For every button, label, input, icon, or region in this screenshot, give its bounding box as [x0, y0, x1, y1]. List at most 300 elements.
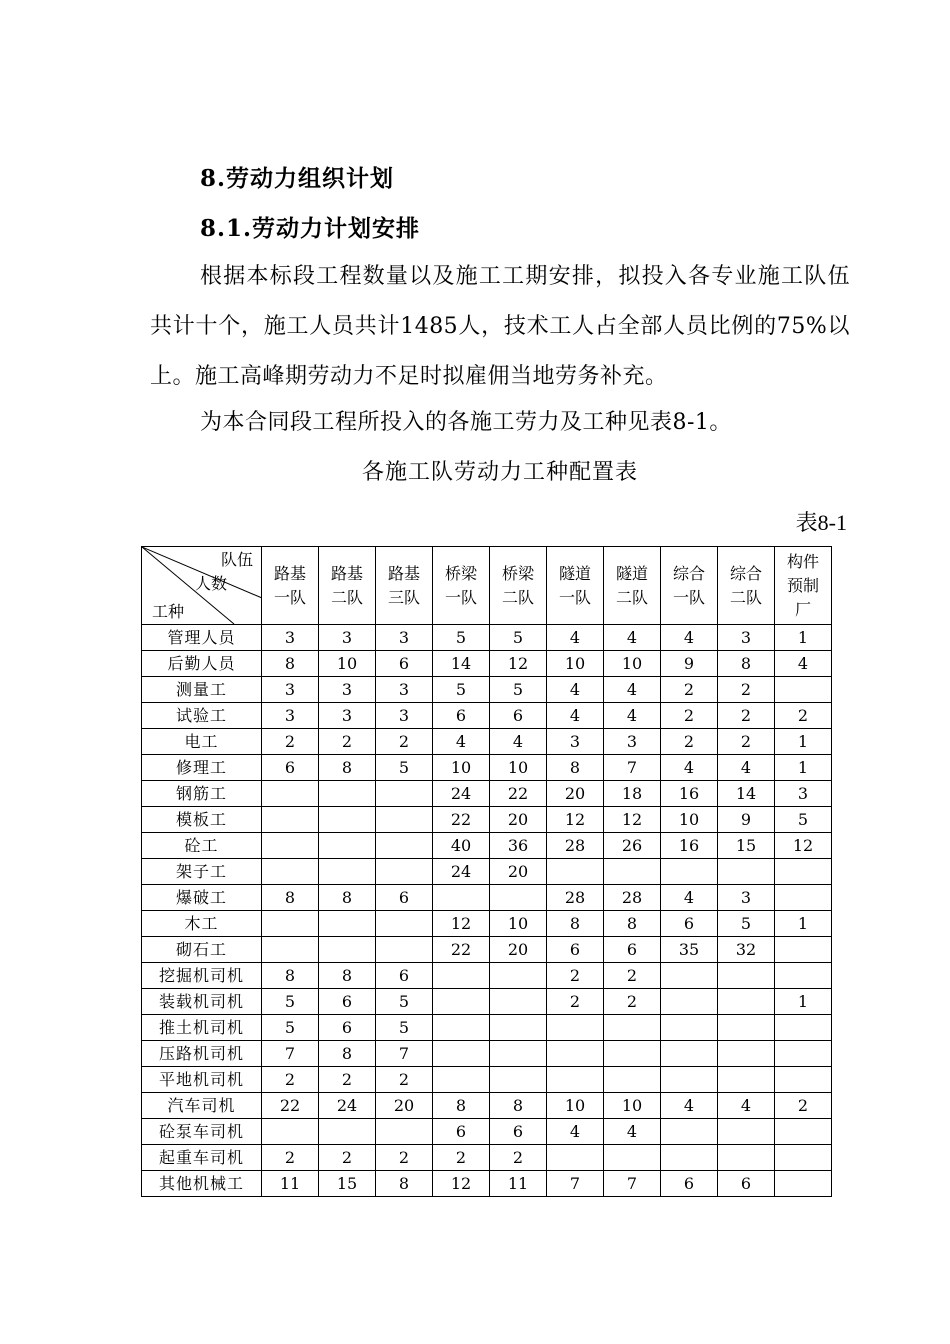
- column-header-line: 路基: [273, 563, 306, 583]
- count-cell: [718, 1041, 775, 1067]
- count-cell: 4: [433, 729, 490, 755]
- table-row: [142, 859, 832, 885]
- count-cell: 20: [376, 1093, 433, 1119]
- count-cell: 22: [262, 1093, 319, 1119]
- count-cell: 2: [718, 729, 775, 755]
- count-cell: 6: [319, 989, 376, 1015]
- count-cell: [775, 1145, 832, 1171]
- count-cell: [718, 859, 775, 885]
- column-header-line: 隧道: [615, 563, 648, 583]
- count-cell: 2: [775, 703, 832, 729]
- count-cell: 3: [718, 885, 775, 911]
- count-cell: 3: [319, 703, 376, 729]
- column-header-line: 预制: [786, 575, 819, 595]
- count-cell: [661, 989, 718, 1015]
- column-header-line: 综合: [729, 563, 762, 583]
- count-cell: 6: [376, 885, 433, 911]
- count-cell: [262, 833, 319, 859]
- count-cell: [718, 989, 775, 1015]
- count-cell: 2: [661, 677, 718, 703]
- trade-cell: 后勤人员: [142, 651, 262, 677]
- trade-cell: 木工: [142, 911, 262, 937]
- count-cell: 8: [262, 885, 319, 911]
- column-header-line: 路基: [330, 563, 363, 583]
- count-cell: 2: [376, 1145, 433, 1171]
- count-cell: 5: [376, 989, 433, 1015]
- count-cell: [661, 1145, 718, 1171]
- count-cell: [775, 963, 832, 989]
- count-cell: 5: [262, 989, 319, 1015]
- column-header-line: 隧道: [558, 563, 591, 583]
- count-cell: [718, 963, 775, 989]
- count-cell: 3: [376, 677, 433, 703]
- column-header-line: 构件: [786, 551, 819, 571]
- count-cell: 20: [490, 807, 547, 833]
- count-cell: 4: [490, 729, 547, 755]
- table-row: [142, 625, 832, 651]
- count-cell: [604, 1145, 661, 1171]
- count-cell: [604, 859, 661, 885]
- count-cell: 4: [661, 755, 718, 781]
- count-cell: 1: [775, 989, 832, 1015]
- column-header-line: 一队: [672, 587, 705, 607]
- count-cell: 8: [718, 651, 775, 677]
- table-row: [142, 1119, 832, 1145]
- count-cell: 2: [319, 1145, 376, 1171]
- count-cell: [661, 1067, 718, 1093]
- table-row: [142, 911, 832, 937]
- trade-cell: 测量工: [142, 677, 262, 703]
- count-cell: 7: [547, 1171, 604, 1197]
- count-cell: 8: [604, 911, 661, 937]
- count-cell: [547, 1015, 604, 1041]
- trade-cell: 砼工: [142, 833, 262, 859]
- count-cell: [775, 677, 832, 703]
- count-cell: 2: [262, 729, 319, 755]
- count-cell: 10: [604, 1093, 661, 1119]
- count-cell: [718, 1145, 775, 1171]
- column-header: [490, 547, 547, 625]
- count-cell: [604, 1041, 661, 1067]
- column-header-line: 一队: [444, 587, 477, 607]
- count-cell: 18: [604, 781, 661, 807]
- count-cell: [262, 807, 319, 833]
- count-cell: [661, 1119, 718, 1145]
- count-cell: 4: [547, 625, 604, 651]
- count-cell: [262, 911, 319, 937]
- count-cell: 2: [718, 677, 775, 703]
- count-cell: [661, 1015, 718, 1041]
- count-cell: 12: [604, 807, 661, 833]
- trade-cell: 爆破工: [142, 885, 262, 911]
- trade-cell: 管理人员: [142, 625, 262, 651]
- trade-cell: 装载机司机: [142, 989, 262, 1015]
- count-cell: 3: [319, 677, 376, 703]
- column-header: [262, 547, 319, 625]
- count-cell: [547, 1041, 604, 1067]
- table-row: [142, 833, 832, 859]
- count-cell: [661, 859, 718, 885]
- count-cell: 20: [490, 937, 547, 963]
- column-header: [775, 547, 832, 625]
- count-cell: 3: [376, 703, 433, 729]
- count-cell: 6: [262, 755, 319, 781]
- section-heading: 8.劳动力组织计划: [200, 165, 395, 192]
- count-cell: 7: [376, 1041, 433, 1067]
- count-cell: 12: [433, 911, 490, 937]
- count-cell: 6: [376, 651, 433, 677]
- count-cell: 22: [490, 781, 547, 807]
- table-row: [142, 963, 832, 989]
- count-cell: 3: [319, 625, 376, 651]
- count-cell: 10: [490, 755, 547, 781]
- trade-cell: 压路机司机: [142, 1041, 262, 1067]
- table-row: [142, 703, 832, 729]
- count-cell: 24: [433, 859, 490, 885]
- count-cell: [433, 885, 490, 911]
- count-cell: 4: [604, 625, 661, 651]
- count-cell: 9: [661, 651, 718, 677]
- count-cell: 3: [718, 625, 775, 651]
- count-cell: [718, 1119, 775, 1145]
- count-cell: [433, 989, 490, 1015]
- count-cell: 14: [718, 781, 775, 807]
- count-cell: 14: [433, 651, 490, 677]
- count-cell: 12: [775, 833, 832, 859]
- count-cell: 10: [661, 807, 718, 833]
- count-cell: [319, 807, 376, 833]
- trade-cell: 挖掘机司机: [142, 963, 262, 989]
- count-cell: 5: [718, 911, 775, 937]
- count-cell: 10: [433, 755, 490, 781]
- column-header-line: 三队: [387, 587, 420, 607]
- count-cell: [262, 859, 319, 885]
- count-cell: 6: [661, 911, 718, 937]
- count-cell: 2: [319, 729, 376, 755]
- table-row: [142, 885, 832, 911]
- count-cell: 8: [319, 755, 376, 781]
- corner-header-cell: [142, 547, 262, 625]
- count-cell: 12: [433, 1171, 490, 1197]
- count-cell: 8: [433, 1093, 490, 1119]
- table-number: 表8-1: [795, 510, 847, 535]
- trade-cell: 平地机司机: [142, 1067, 262, 1093]
- count-cell: 3: [376, 625, 433, 651]
- trade-cell: 起重车司机: [142, 1145, 262, 1171]
- count-cell: 4: [604, 677, 661, 703]
- column-header: [433, 547, 490, 625]
- count-cell: 4: [775, 651, 832, 677]
- table-row: [142, 1015, 832, 1041]
- count-cell: [433, 1067, 490, 1093]
- count-cell: 26: [604, 833, 661, 859]
- column-header-line: 桥梁: [501, 563, 534, 583]
- count-cell: [775, 1015, 832, 1041]
- count-cell: 22: [433, 807, 490, 833]
- count-cell: 6: [718, 1171, 775, 1197]
- count-cell: 1: [775, 625, 832, 651]
- intro-paragraph: 根据本标段工程数量以及施工工期安排，拟投入各专业施工队伍共计十个，施工人员共计1485人，技术工人占全部人员比例的75%以上。施工高峰期劳动力不足时拟雇佣当地劳务补充。: [150, 264, 850, 389]
- count-cell: 8: [262, 963, 319, 989]
- count-cell: 2: [604, 963, 661, 989]
- count-cell: [376, 1119, 433, 1145]
- count-cell: 24: [319, 1093, 376, 1119]
- count-cell: 4: [604, 1119, 661, 1145]
- count-cell: [490, 1041, 547, 1067]
- trade-cell: 其他机械工: [142, 1171, 262, 1197]
- table-row: [142, 651, 832, 677]
- count-cell: 20: [490, 859, 547, 885]
- count-cell: [775, 1041, 832, 1067]
- labor-allocation-table: [141, 546, 832, 1197]
- count-cell: 2: [775, 1093, 832, 1119]
- corner-trade-label: 工种: [152, 602, 185, 621]
- count-cell: 3: [775, 781, 832, 807]
- count-cell: 4: [661, 1093, 718, 1119]
- count-cell: 2: [319, 1067, 376, 1093]
- count-cell: 11: [262, 1171, 319, 1197]
- column-header-line: 二队: [615, 587, 648, 607]
- count-cell: 10: [547, 651, 604, 677]
- count-cell: 5: [376, 1015, 433, 1041]
- count-cell: [376, 911, 433, 937]
- count-cell: 4: [718, 1093, 775, 1119]
- count-cell: 9: [718, 807, 775, 833]
- table-row: [142, 1145, 832, 1171]
- count-cell: [433, 1015, 490, 1041]
- count-cell: 2: [661, 729, 718, 755]
- count-cell: [319, 937, 376, 963]
- trade-cell: 模板工: [142, 807, 262, 833]
- count-cell: 2: [376, 729, 433, 755]
- trade-cell: 修理工: [142, 755, 262, 781]
- count-cell: [604, 1015, 661, 1041]
- count-cell: [547, 1145, 604, 1171]
- trade-cell: 砼泵车司机: [142, 1119, 262, 1145]
- count-cell: 3: [604, 729, 661, 755]
- count-cell: 16: [661, 833, 718, 859]
- count-cell: 5: [262, 1015, 319, 1041]
- count-cell: [319, 781, 376, 807]
- count-cell: [604, 1067, 661, 1093]
- count-cell: 5: [433, 625, 490, 651]
- count-cell: 2: [262, 1067, 319, 1093]
- count-cell: 2: [433, 1145, 490, 1171]
- count-cell: 4: [547, 703, 604, 729]
- count-cell: 20: [547, 781, 604, 807]
- column-header: [547, 547, 604, 625]
- count-cell: 2: [547, 989, 604, 1015]
- count-cell: 40: [433, 833, 490, 859]
- count-cell: [547, 1067, 604, 1093]
- count-cell: 4: [661, 885, 718, 911]
- count-cell: 6: [433, 1119, 490, 1145]
- count-cell: 6: [319, 1015, 376, 1041]
- count-cell: [262, 1119, 319, 1145]
- table-row: [142, 1067, 832, 1093]
- count-cell: 1: [775, 729, 832, 755]
- count-cell: [775, 1171, 832, 1197]
- column-header: [661, 547, 718, 625]
- corner-count-label: 人数: [194, 574, 227, 593]
- count-cell: 3: [262, 677, 319, 703]
- count-cell: 1: [775, 755, 832, 781]
- count-cell: 5: [376, 755, 433, 781]
- column-header-line: 二队: [729, 587, 762, 607]
- count-cell: 6: [604, 937, 661, 963]
- count-cell: 24: [433, 781, 490, 807]
- count-cell: 1: [775, 911, 832, 937]
- count-cell: [547, 859, 604, 885]
- count-cell: 35: [661, 937, 718, 963]
- count-cell: [319, 1119, 376, 1145]
- table-body: [142, 625, 832, 1197]
- column-header: [604, 547, 661, 625]
- column-header-line: 一队: [273, 587, 306, 607]
- column-header-line: 路基: [387, 563, 420, 583]
- count-cell: 8: [376, 1171, 433, 1197]
- count-cell: 2: [661, 703, 718, 729]
- count-cell: [433, 1041, 490, 1067]
- corner-team-label: 队伍: [220, 550, 253, 569]
- column-header: [319, 547, 376, 625]
- count-cell: 8: [490, 1093, 547, 1119]
- count-cell: 5: [433, 677, 490, 703]
- column-header-line: 桥梁: [444, 563, 477, 583]
- trade-cell: 架子工: [142, 859, 262, 885]
- count-cell: 12: [547, 807, 604, 833]
- count-cell: [319, 833, 376, 859]
- column-header: [376, 547, 433, 625]
- count-cell: 8: [319, 963, 376, 989]
- count-cell: 3: [262, 625, 319, 651]
- count-cell: 8: [319, 1041, 376, 1067]
- count-cell: 10: [604, 651, 661, 677]
- count-cell: 3: [262, 703, 319, 729]
- count-cell: [718, 1067, 775, 1093]
- count-cell: 12: [490, 651, 547, 677]
- count-cell: 2: [547, 963, 604, 989]
- count-cell: 8: [547, 911, 604, 937]
- count-cell: 10: [319, 651, 376, 677]
- count-cell: [490, 885, 547, 911]
- count-cell: [775, 937, 832, 963]
- count-cell: 22: [433, 937, 490, 963]
- table-row: [142, 729, 832, 755]
- count-cell: 8: [262, 651, 319, 677]
- count-cell: 4: [547, 677, 604, 703]
- count-cell: 4: [718, 755, 775, 781]
- count-cell: 11: [490, 1171, 547, 1197]
- column-header-line: 二队: [330, 587, 363, 607]
- column-header-line: 一队: [558, 587, 591, 607]
- count-cell: 6: [547, 937, 604, 963]
- count-cell: [775, 1119, 832, 1145]
- table-header-row: [142, 547, 832, 625]
- table-title: 各施工队劳动力工种配置表: [361, 460, 638, 485]
- count-cell: 36: [490, 833, 547, 859]
- count-cell: 6: [490, 1119, 547, 1145]
- table-row: [142, 807, 832, 833]
- trade-cell: 钢筋工: [142, 781, 262, 807]
- count-cell: 6: [661, 1171, 718, 1197]
- count-cell: 7: [604, 755, 661, 781]
- count-cell: 15: [718, 833, 775, 859]
- count-cell: [661, 1041, 718, 1067]
- count-cell: [718, 1015, 775, 1041]
- column-header-line: 综合: [672, 563, 705, 583]
- trade-cell: 试验工: [142, 703, 262, 729]
- subsection-heading: 8.1.劳动力计划安排: [200, 215, 421, 242]
- count-cell: 10: [490, 911, 547, 937]
- count-cell: 4: [661, 625, 718, 651]
- table-reference-paragraph: 为本合同段工程所投入的各施工劳力及工种见表8-1。: [200, 410, 732, 435]
- count-cell: 8: [547, 755, 604, 781]
- trade-cell: 推土机司机: [142, 1015, 262, 1041]
- trade-cell: 汽车司机: [142, 1093, 262, 1119]
- trade-cell: 砌石工: [142, 937, 262, 963]
- column-header-line: 二队: [501, 587, 534, 607]
- count-cell: [433, 963, 490, 989]
- count-cell: [490, 1015, 547, 1041]
- count-cell: 4: [604, 703, 661, 729]
- table-row: [142, 755, 832, 781]
- count-cell: 2: [262, 1145, 319, 1171]
- table-row: [142, 781, 832, 807]
- count-cell: 6: [490, 703, 547, 729]
- count-cell: [376, 937, 433, 963]
- table-row: [142, 989, 832, 1015]
- count-cell: 2: [490, 1145, 547, 1171]
- count-cell: [262, 781, 319, 807]
- table-row: [142, 1093, 832, 1119]
- table-row: [142, 937, 832, 963]
- count-cell: [319, 911, 376, 937]
- trade-cell: 电工: [142, 729, 262, 755]
- table-row: [142, 1041, 832, 1067]
- count-cell: [775, 1067, 832, 1093]
- count-cell: 5: [490, 677, 547, 703]
- count-cell: [775, 859, 832, 885]
- table-row: [142, 677, 832, 703]
- count-cell: [376, 807, 433, 833]
- count-cell: 8: [319, 885, 376, 911]
- count-cell: [490, 1067, 547, 1093]
- count-cell: [376, 859, 433, 885]
- count-cell: 2: [604, 989, 661, 1015]
- count-cell: 4: [547, 1119, 604, 1145]
- count-cell: [376, 833, 433, 859]
- column-header-line: 厂: [794, 599, 811, 619]
- count-cell: 32: [718, 937, 775, 963]
- count-cell: [376, 781, 433, 807]
- count-cell: 2: [376, 1067, 433, 1093]
- count-cell: 5: [490, 625, 547, 651]
- count-cell: 6: [433, 703, 490, 729]
- count-cell: 10: [547, 1093, 604, 1119]
- count-cell: 6: [376, 963, 433, 989]
- count-cell: 7: [604, 1171, 661, 1197]
- count-cell: [775, 885, 832, 911]
- count-cell: [490, 963, 547, 989]
- count-cell: 3: [547, 729, 604, 755]
- count-cell: 28: [604, 885, 661, 911]
- count-cell: [319, 859, 376, 885]
- count-cell: 15: [319, 1171, 376, 1197]
- count-cell: [262, 937, 319, 963]
- table-row: [142, 1171, 832, 1197]
- count-cell: 5: [775, 807, 832, 833]
